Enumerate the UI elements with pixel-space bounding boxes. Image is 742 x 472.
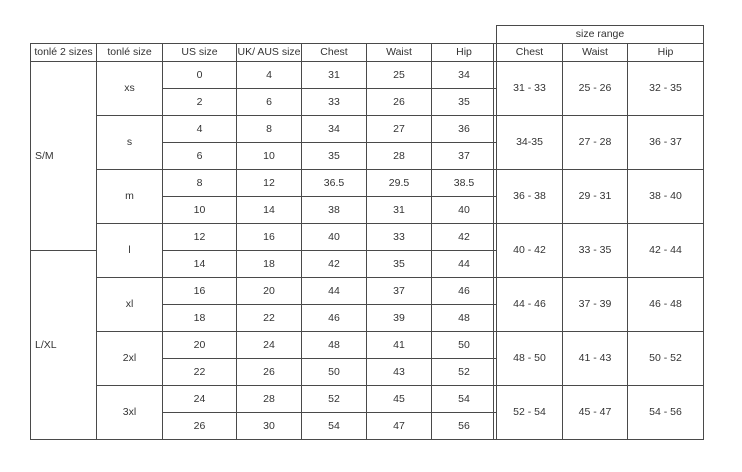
- hip-cell: 56: [431, 412, 497, 440]
- hip-cell: 54: [431, 385, 497, 413]
- tonle-size-cell: m: [96, 169, 163, 224]
- tonle-size-cell: xs: [96, 61, 163, 116]
- uk-aus-size-cell: 8: [236, 115, 302, 143]
- chest-cell: 46: [301, 304, 367, 332]
- tonle-size-cell: s: [96, 115, 163, 170]
- hip-cell: 42: [431, 223, 497, 251]
- range-separator-line: [493, 43, 494, 440]
- range-chest-header: Chest: [496, 43, 563, 62]
- range-waist-header: Waist: [562, 43, 628, 62]
- range-hip-header: Hip: [627, 43, 704, 62]
- uk-aus-size-cell: 24: [236, 331, 302, 359]
- waist-cell: 35: [366, 250, 432, 278]
- us-size-cell: 18: [162, 304, 237, 332]
- us-size-cell: 12: [162, 223, 237, 251]
- range-waist-cell: 27 - 28: [562, 115, 628, 170]
- uk-aus-size-cell: 14: [236, 196, 302, 224]
- chest-cell: 34: [301, 115, 367, 143]
- chest-cell: 33: [301, 88, 367, 116]
- range-hip-cell: 32 - 35: [627, 61, 704, 116]
- waist-cell: 25: [366, 61, 432, 89]
- chest-cell: 35: [301, 142, 367, 170]
- range-hip-cell: 36 - 37: [627, 115, 704, 170]
- chest-cell: 44: [301, 277, 367, 305]
- uk-aus-size-cell: 10: [236, 142, 302, 170]
- range-chest-cell: 44 - 46: [496, 277, 563, 332]
- size-range-header: size range: [496, 25, 704, 44]
- chest-cell: 52: [301, 385, 367, 413]
- hip-cell: 52: [431, 358, 497, 386]
- hip-cell: 46: [431, 277, 497, 305]
- range-hip-cell: 46 - 48: [627, 277, 704, 332]
- us-size-cell: 0: [162, 61, 237, 89]
- hip-cell: 37: [431, 142, 497, 170]
- uk-aus-size-cell: 26: [236, 358, 302, 386]
- range-waist-cell: 37 - 39: [562, 277, 628, 332]
- uk-aus-size-cell: 30: [236, 412, 302, 440]
- chest-header: Chest: [301, 43, 367, 62]
- range-hip-cell: 38 - 40: [627, 169, 704, 224]
- hip-cell: 50: [431, 331, 497, 359]
- waist-header: Waist: [366, 43, 432, 62]
- range-waist-cell: 29 - 31: [562, 169, 628, 224]
- group-cell-sm: S/M: [30, 61, 97, 251]
- uk-aus-size-cell: 18: [236, 250, 302, 278]
- waist-cell: 47: [366, 412, 432, 440]
- uk-aus-size-cell: 6: [236, 88, 302, 116]
- hip-header: Hip: [431, 43, 497, 62]
- uk-aus-size-header: UK/ AUS size: [236, 43, 302, 62]
- uk-aus-size-cell: 16: [236, 223, 302, 251]
- tonle-2-sizes-header: tonlé 2 sizes: [30, 43, 97, 62]
- waist-cell: 26: [366, 88, 432, 116]
- us-size-cell: 16: [162, 277, 237, 305]
- us-size-cell: 14: [162, 250, 237, 278]
- waist-cell: 29.5: [366, 169, 432, 197]
- us-size-cell: 20: [162, 331, 237, 359]
- hip-cell: 38.5: [431, 169, 497, 197]
- us-size-cell: 6: [162, 142, 237, 170]
- waist-cell: 39: [366, 304, 432, 332]
- uk-aus-size-cell: 12: [236, 169, 302, 197]
- chest-cell: 36.5: [301, 169, 367, 197]
- waist-cell: 27: [366, 115, 432, 143]
- hip-cell: 40: [431, 196, 497, 224]
- us-size-cell: 8: [162, 169, 237, 197]
- waist-cell: 45: [366, 385, 432, 413]
- range-hip-cell: 54 - 56: [627, 385, 704, 440]
- us-size-cell: 26: [162, 412, 237, 440]
- range-chest-cell: 52 - 54: [496, 385, 563, 440]
- us-size-cell: 22: [162, 358, 237, 386]
- waist-cell: 33: [366, 223, 432, 251]
- chest-cell: 31: [301, 61, 367, 89]
- waist-cell: 41: [366, 331, 432, 359]
- uk-aus-size-cell: 4: [236, 61, 302, 89]
- waist-cell: 37: [366, 277, 432, 305]
- chest-cell: 40: [301, 223, 367, 251]
- us-size-cell: 4: [162, 115, 237, 143]
- chest-cell: 54: [301, 412, 367, 440]
- us-size-header: US size: [162, 43, 237, 62]
- range-chest-cell: 36 - 38: [496, 169, 563, 224]
- hip-cell: 44: [431, 250, 497, 278]
- range-chest-cell: 34-35: [496, 115, 563, 170]
- tonle-size-cell: xl: [96, 277, 163, 332]
- chest-cell: 48: [301, 331, 367, 359]
- range-waist-cell: 41 - 43: [562, 331, 628, 386]
- group-cell-lxl: L/XL: [30, 250, 97, 440]
- hip-cell: 34: [431, 61, 497, 89]
- range-chest-cell: 31 - 33: [496, 61, 563, 116]
- range-waist-cell: 33 - 35: [562, 223, 628, 278]
- tonle-size-cell: l: [96, 223, 163, 278]
- range-hip-cell: 42 - 44: [627, 223, 704, 278]
- uk-aus-size-cell: 20: [236, 277, 302, 305]
- tonle-size-cell: 3xl: [96, 385, 163, 440]
- hip-cell: 36: [431, 115, 497, 143]
- hip-cell: 35: [431, 88, 497, 116]
- us-size-cell: 24: [162, 385, 237, 413]
- tonle-size-cell: 2xl: [96, 331, 163, 386]
- waist-cell: 31: [366, 196, 432, 224]
- hip-cell: 48: [431, 304, 497, 332]
- tonle-size-header: tonlé size: [96, 43, 163, 62]
- us-size-cell: 10: [162, 196, 237, 224]
- chest-cell: 38: [301, 196, 367, 224]
- uk-aus-size-cell: 22: [236, 304, 302, 332]
- range-chest-cell: 40 - 42: [496, 223, 563, 278]
- chest-cell: 50: [301, 358, 367, 386]
- range-chest-cell: 48 - 50: [496, 331, 563, 386]
- waist-cell: 28: [366, 142, 432, 170]
- range-hip-cell: 50 - 52: [627, 331, 704, 386]
- chest-cell: 42: [301, 250, 367, 278]
- uk-aus-size-cell: 28: [236, 385, 302, 413]
- waist-cell: 43: [366, 358, 432, 386]
- range-waist-cell: 45 - 47: [562, 385, 628, 440]
- us-size-cell: 2: [162, 88, 237, 116]
- range-waist-cell: 25 - 26: [562, 61, 628, 116]
